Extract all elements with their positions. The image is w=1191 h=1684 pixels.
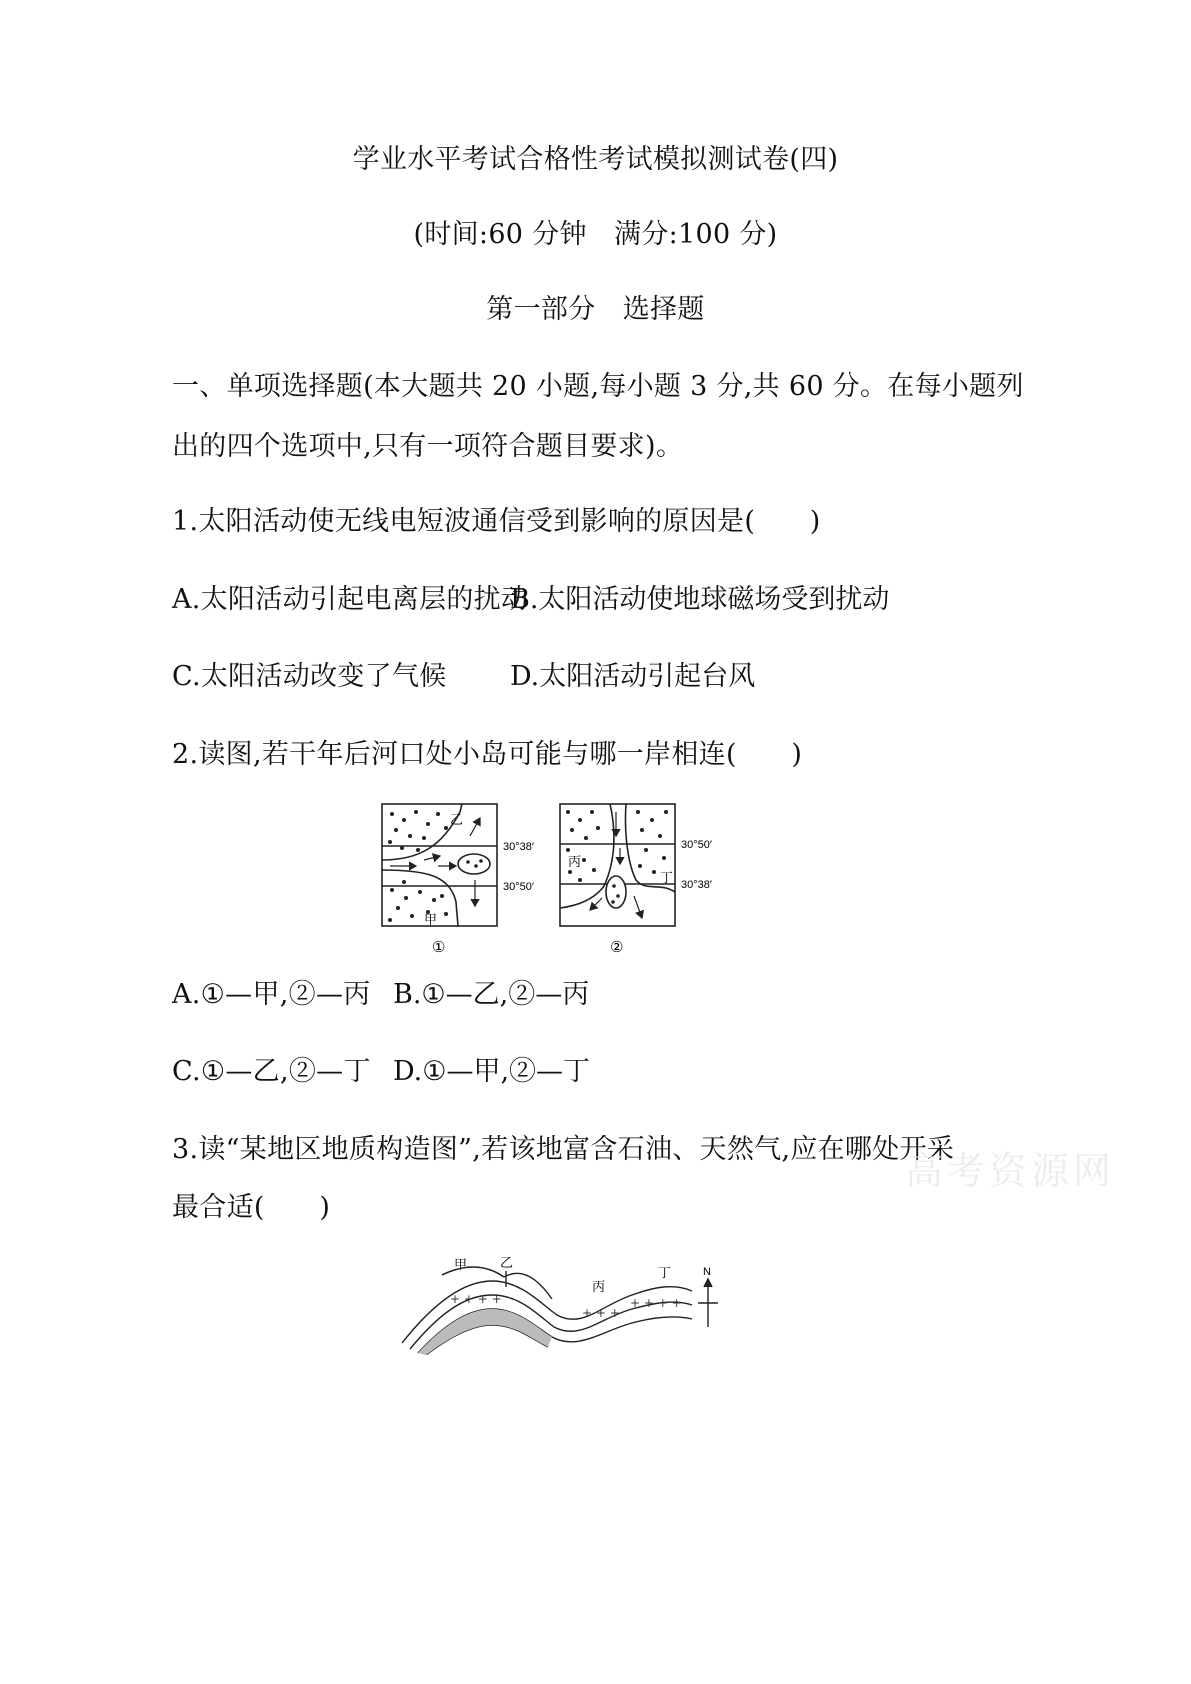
question-1-option-d: D.太阳活动引起台风 [510, 661, 756, 692]
question-1-option-a: A.太阳活动引起电离层的扰动 [172, 584, 529, 615]
question-2-option-b: B.①—乙,②—丙 [393, 979, 590, 1010]
panel-2-top-latitude: 30°50′ [681, 839, 712, 851]
panel-1-label-bottom: 甲 [424, 913, 438, 928]
question-2-option-a: A.①—甲,②—丙 [172, 979, 371, 1010]
section-instruction-line2: 出的四个选项中,只有一项符合题目要求)。 [172, 431, 684, 462]
svg-text:+ + + +: + + + + [630, 1296, 682, 1310]
watermark: 高考资源网 [905, 1149, 1116, 1193]
exam-subtitle: (时间:60 分钟 满分:100 分) [413, 219, 778, 250]
part-heading: 第一部分 选择题 [486, 294, 705, 325]
svg-text:+ + + +: + + + + [450, 1292, 502, 1306]
panel-2-label-left: 丙 [568, 855, 582, 870]
question-3-stem-line2: 最合适( ) [172, 1192, 331, 1223]
question-2-option-d: D.①—甲,②—丁 [393, 1056, 591, 1087]
svg-text:+ + +: + + + [582, 1306, 620, 1320]
question-2-option-c: C.①—乙,②—丁 [172, 1056, 371, 1087]
section-instruction-line1: 一、单项选择题(本大题共 20 小题,每小题 3 分,共 60 分。在每小题列 [172, 371, 1024, 402]
question-2-stem: 2.读图,若干年后河口处小岛可能与哪一岸相连( ) [172, 739, 803, 770]
question-3-stem-line1: 3.读“某地区地质构造图”,若该地富含石油、天然气,应在哪处开采 [172, 1134, 955, 1165]
panel-1-label-top: 乙 [450, 813, 464, 828]
panel-2-caption: ② [610, 938, 624, 956]
panel-2-bottom-latitude: 30°38′ [681, 879, 712, 891]
question-1-option-c: C.太阳活动改变了气候 [172, 661, 447, 692]
geo-label-bing: 丙 [592, 1280, 606, 1295]
geo-label-yi: 乙 [500, 1256, 514, 1271]
geo-label-ding: 丁 [658, 1266, 672, 1281]
panel-1-caption: ① [432, 938, 446, 956]
panel-2-label-right: 丁 [660, 871, 674, 886]
question-1-stem: 1.太阳活动使无线电短波通信受到影响的原因是( ) [172, 506, 821, 537]
north-arrow-icon [698, 1279, 718, 1327]
exam-title: 学业水平考试合格性考试模拟测试卷(四) [352, 144, 839, 175]
north-label: N [703, 1266, 711, 1278]
panel-1-bottom-latitude: 30°50′ [503, 881, 534, 893]
river-mouth-figure [380, 800, 740, 960]
question-1-option-b: B.太阳活动使地球磁场受到扰动 [510, 584, 890, 615]
panel-1-top-latitude: 30°38′ [503, 841, 534, 853]
geo-label-jia: 甲 [454, 1258, 468, 1273]
geologic-structure-figure [392, 1255, 732, 1355]
